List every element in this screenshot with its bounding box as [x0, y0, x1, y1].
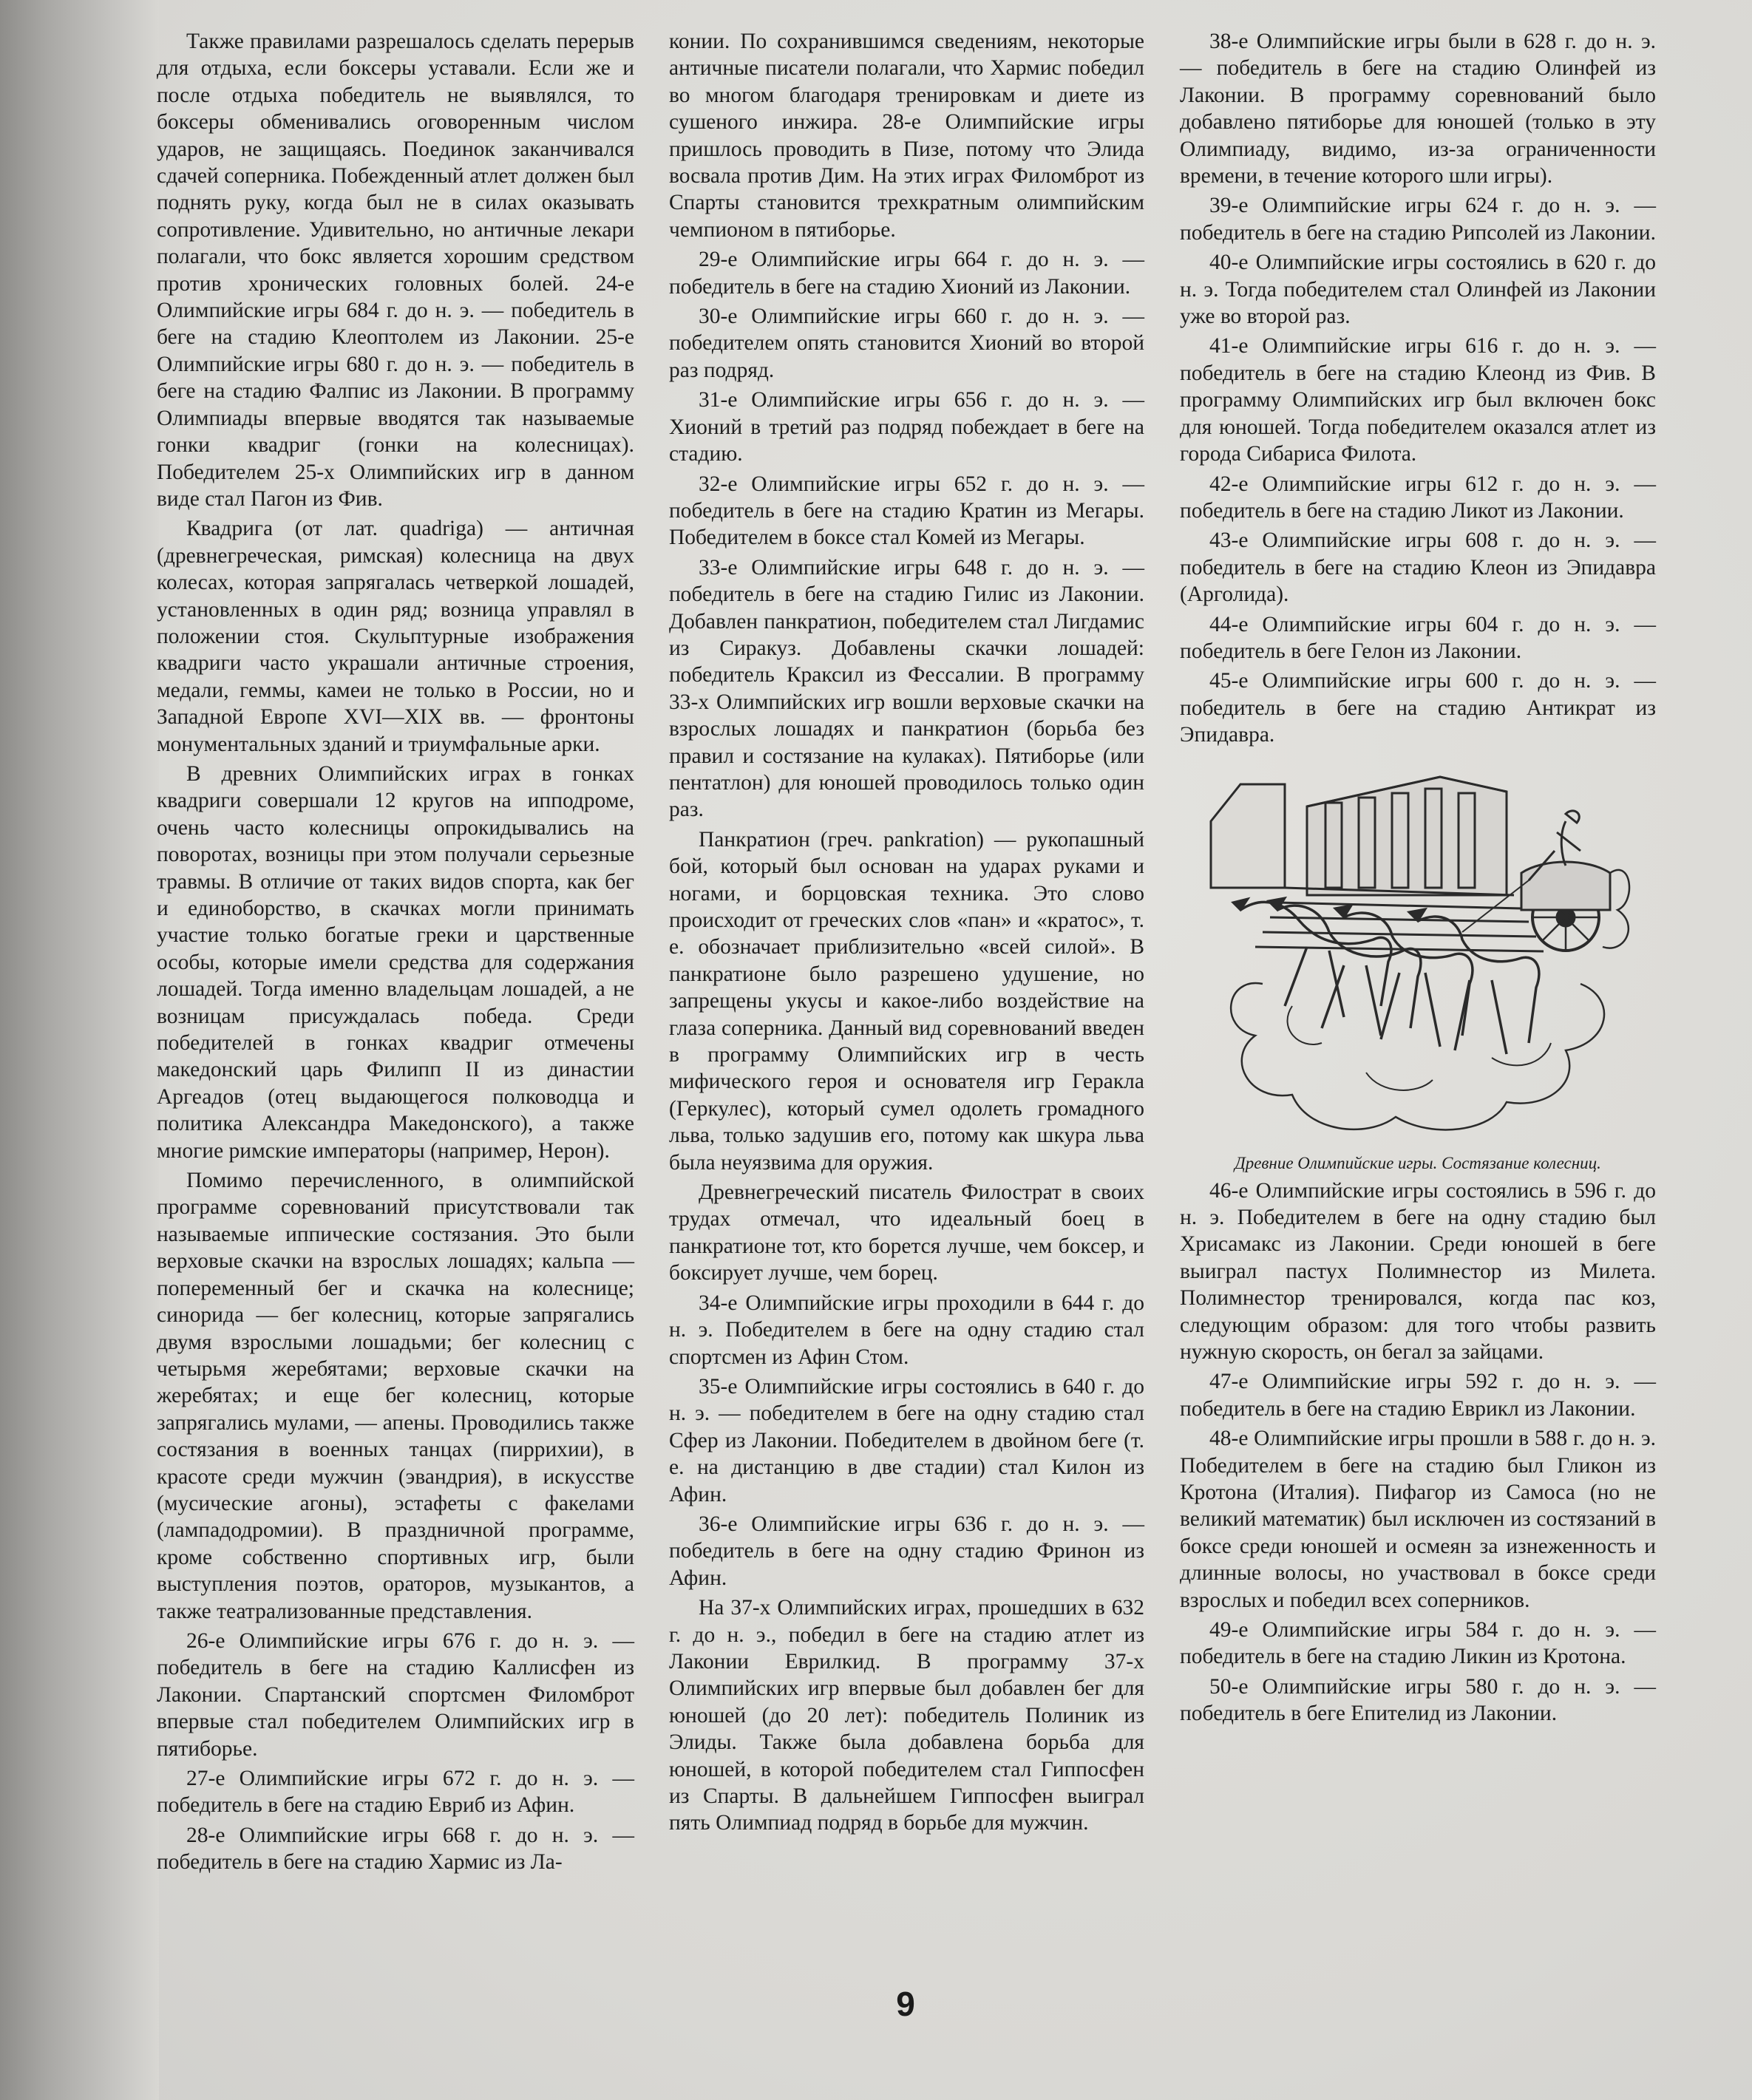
paragraph: Древнегреческий писатель Филострат в своих трудах отмечал, что идеальный боец в панкратионе тот, кто борется лучше, чем боксер, и боксирует лучше, чем борец.: [669, 1180, 1144, 1285]
text-column-2: [669, 28, 1144, 1840]
page-number: 9: [896, 1985, 915, 2023]
paragraph: 43-е Олимпийские игры 608 г. до н. э. — победитель в беге на стадию Клеон из Эпидавра (Арголида).: [1180, 529, 1656, 607]
paragraph: 28-е Олимпийские игры 668 г. до н. э. — победитель в беге на стадию Хармис из Ла-: [157, 1823, 634, 1875]
paragraph: 35-е Олимпийские игры состоялись в 640 г. до н. э. — победителем в беге на одну стадию стал Сфер из Лаконии. Победителем в двойном беге (т. е. на дистанцию в две стадии) стал Килон из Афин.: [669, 1374, 1144, 1506]
paragraph: 42-е Олимпийские игры 612 г. до н. э. — победитель в беге на стадию Ликот из Лаконии.: [1180, 472, 1656, 523]
paragraph: 36-е Олимпийские игры 636 г. до н. э. — победитель в беге на одну стадию Фринон из Афин.: [669, 1512, 1144, 1590]
paragraph: В древних Олимпийских играх в гонках квадриги совершали 12 кругов на ипподроме, очень часто колесницы опрокидывались на поворотах, возницы при этом получали серьезные травмы. В отличие от таких видов спорта, как бег и единоборство, в скачках могли принимать участие только богатые греки и царственные особы, которые имели средства для содержания лошадей. Тогда именно владельцам лошадей, а не возницам присуждалась победа. Среди победителей в гонках квадриг отмечены македонский царь Филипп II из династии Аргеадов (отец выдающегося полководца и политика Александра Македонского), а также многие римские императоры (например, Нерон).: [157, 761, 634, 1163]
paragraph: 27-е Олимпийские игры 672 г. до н. э. — победитель в беге на стадию Евриб из Афин.: [157, 1767, 634, 1818]
paragraph: Квадрига (от лат. quadriga) — античная (древнегреческая, римская) колесница на двух колесах, которая запрягалась четверкой лошадей, установленных в один ряд; возница управлял в положении стоя. Скульптурные изображения квадриги часто украшали античные строения, медали, геммы, камеи не только в России, но и Западной Европе XVI—XIX вв. — фронтоны монументальных зданий и триумфальные арки.: [157, 517, 634, 756]
paragraph: 30-е Олимпийские игры 660 г. до н. э. — победителем опять становится Хионий во второй раз подряд.: [669, 305, 1144, 382]
paragraph: 45-е Олимпийские игры 600 г. до н. э. — победитель в беге на стадию Антикрат из Эпидавра.: [1180, 669, 1656, 747]
paragraph: Также правилами разрешалось сделать перерыв для отдыха, если боксеры уставали. Если же и после отдыха победитель не выявлялся, то боксеры обменивались оговоренным числом ударов, не защищаясь. Поединок заканчивался сдачей соперника. Побежденный атлет должен был поднять руку, когда был не в силах оказывать сопротивление. Удивительно, но античные лекари полагали, что бокс является хорошим средством против хронических головных болей. 24-е Олимпийские игры 684 г. до н. э. — победитель в беге на стадию Клеоптолем из Лаконии. 25-е Олимпийские игры 680 г. до н. э. — победитель в беге на стадию Фалпис из Лаконии. В программу Олимпиады впервые вводятся так называемые гонки квадриг (гонки на колесницах). Победителем 25-х Олимпийских игр в данном виде стал Пагон из Фив.: [157, 30, 634, 511]
paragraph: 29-е Олимпийские игры 664 г. до н. э. — победитель в беге на стадию Хионий из Лаконии.: [669, 248, 1144, 299]
paragraph: 26-е Олимпийские игры 676 г. до н. э. — победитель в беге на стадию Каллисфен из Лаконии. Спартанский спортсмен Филомброт впервые стал победителем Олимпийских игр в пятиборье.: [157, 1628, 634, 1761]
book-binding-shadow: [0, 0, 159, 2100]
paragraph: 33-е Олимпийские игры 648 г. до н. э. — победитель в беге на стадию Гилис из Лаконии. Добавлен панкратион, победителем стал Лигдамис из Сиракуз. Добавлены скачки лошадей: победитель Краксил из Фессалии. В программу 33-х Олимпийских игр вошли верховые скачки на взрослых лошадях и панкратион (борьба без правил и состязание на кулаках). Пятиборье (или пентатлон) для юношей проводилось только один раз.: [669, 555, 1144, 822]
paragraph: 31-е Олимпийские игры 656 г. до н. э. — Хионий в третий раз подряд побеждает в беге на стадию.: [669, 388, 1144, 466]
paragraph: 44-е Олимпийские игры 604 г. до н. э. — победитель в беге Гелон из Лаконии.: [1180, 612, 1656, 663]
chariot-illustration: [1180, 762, 1656, 1146]
paragraph: конии. По сохранившимся сведениям, некоторые античные писатели полагали, что Хармис победил во многом благодаря тренировкам и диете из сушеного инжира. 28-е Олимпийские игры пришлось проводить в Пизе, потому что Элида восвала против Дим. На этих играх Филомброт из Спарты становится трехкратным олимпийским чемпионом в пятиборье.: [669, 30, 1144, 242]
quadriga-drawing: [1196, 762, 1640, 1146]
paragraph: 49-е Олимпийские игры 584 г. до н. э. — победитель в беге на стадию Ликин из Кротона.: [1180, 1618, 1656, 1669]
paragraph: На 37-х Олимпийских играх, прошедших в 632 г. до н. э., победил в беге на стадию атлет из Лаконии Еврилкид. В программу 37-х Олимпийских игр впервые был добавлен бег для юношей (до 20 лет): победитель Полиник из Элиды. Также была добавлена борьба для юношей, в которой победителем стал Гиппосфен из Спарты. В дальнейшем Гиппосфен выиграл пять Олимпиад подряд в борьбе для мужчин.: [669, 1596, 1144, 1835]
paragraph: Панкратион (греч. pankration) — рукопашный бой, который был основан на ударах руками и ногами, и борцовская техника. Это слово происходит от греческих слов «пан» и «кратос», т. е. обозначает приблизительно «всей силой». В панкратионе было разрешено удушение, но запрещены укусы и какое-либо воздействие на глаза соперника. Данный вид соревнований введен в программу Олимпийских игр в честь мифического героя и основателя игр Геракла (Геркулес), который сумел одолеть громадного льва, только задушив его, потому как шкура льва была неуязвима для оружия.: [669, 827, 1144, 1175]
paragraph: 46-е Олимпийские игры состоялись в 596 г. до н. э. Победителем в беге на одну стадию был Хрисамакс из Лаконии. Среди юношей в беге выиграл пастух Полимнестор из Милета. Полимнестор тренировался, когда пас коз, следующим образом: для того чтобы развить нужную скорость, он бегал за зайцами.: [1180, 1178, 1656, 1364]
paragraph: 50-е Олимпийские игры 580 г. до н. э. — победитель в беге Епителид из Лаконии.: [1180, 1674, 1656, 1726]
paragraph: Помимо перечисленного, в олимпийской программе соревнований присутствовали так называемые иппические состязания. Это были верховые скачки на взрослых лошадях; кальпа — попеременный бег и скачка на колеснице; синорида — бег колесниц, которые запрягались двумя взрослыми лошадьми; бег колесниц с четырьмя жеребятами; верховые скачки на жеребятах; и еще бег колесниц, которые запрягались мулами, — апены. Проводились также состязания в военных танцах (пирриxии), в красоте среди мужчин (эвандрия), в искусстве (мусические агоны), эстафеты с факелами (лампадодромии). В праздничной программе, кроме собственно спортивных игр, были выступления поэтов, ораторов, музыкантов, а также театрализованные представления.: [157, 1169, 634, 1623]
paragraph: 38-е Олимпийские игры были в 628 г. до н. э. — победитель в беге на стадию Олинфей из Лаконии. В программу соревнований было добавлено пятиборье для юношей (только в эту Олимпиаду, видимо, из-за ограниченности времени, в течение которого шли игры).: [1180, 30, 1656, 188]
paragraph: 39-е Олимпийские игры 624 г. до н. э. — победитель в беге на стадию Рипсолей из Лаконии.: [1180, 194, 1656, 245]
paragraph: 47-е Олимпийские игры 592 г. до н. э. — победитель в беге на стадию Еврикл из Лаконии.: [1180, 1370, 1656, 1421]
paragraph: 40-е Олимпийские игры состоялись в 620 г. до н. э. Тогда победителем стал Олинфей из Лаконии уже во второй раз.: [1180, 251, 1656, 329]
figure-caption: Древние Олимпийские игры. Состязание колесниц.: [1235, 1153, 1601, 1172]
paragraph: 34-е Олимпийские игры проходили в 644 г. до н. э. Победителем в беге на одну стадию стал спортсмен из Афин Стом.: [669, 1291, 1144, 1369]
paragraph: 48-е Олимпийские игры прошли в 588 г. до н. э. Победителем в беге на стадию был Гликон из Кротона (Италия). Пифагор из Самоса (но не великий математик) был исключен из состязаний в боксе среди юношей и осмеян за изнеженность и длинные волосы, но участвовал в боксе среди взрослых и победил всех соперников.: [1180, 1427, 1656, 1612]
text-column-3: [1180, 28, 1656, 1730]
text-column-1: [157, 28, 634, 1879]
paragraph: 41-е Олимпийские игры 616 г. до н. э. — победитель в беге на стадию Клеонд из Фив. В программу Олимпийских игр был включен бокс для юношей. Тогда победителем оказался атлет из города Сибариса Филота.: [1180, 334, 1656, 466]
paragraph: 32-е Олимпийские игры 652 г. до н. э. — победитель в беге на стадию Кратин из Мегары. Победителем в боксе стал Комей из Мегары.: [669, 472, 1144, 550]
